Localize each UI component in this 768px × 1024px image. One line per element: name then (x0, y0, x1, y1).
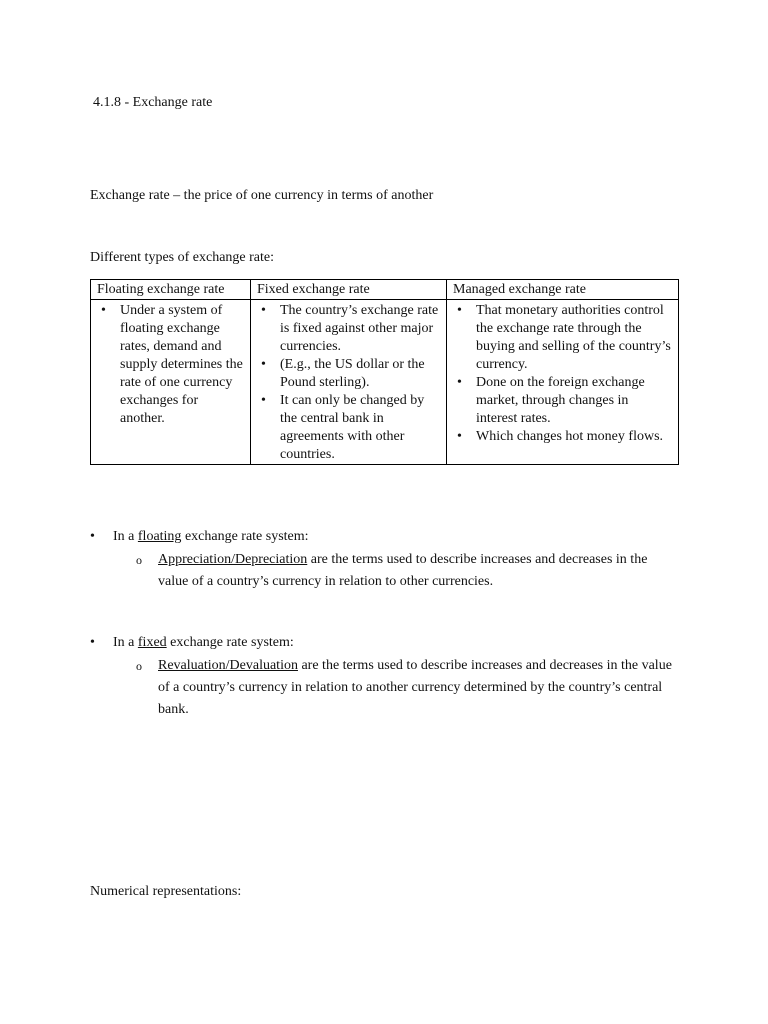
bullet-icon: • (90, 529, 95, 544)
circle-bullet-icon: o (136, 659, 142, 673)
numerical-representations-heading: Numerical representations: (90, 884, 242, 899)
table-row (91, 300, 679, 465)
list-item (257, 392, 440, 464)
bullet-icon: • (101, 303, 106, 318)
sub-point-text: are the terms used to describe increases and decreases in the value of a country’s currency in relation to another currency determined by the country’s central bank. (158, 658, 672, 717)
list-item (90, 549, 678, 593)
types-intro: Different types of exchange rate: (90, 250, 274, 265)
exchange-rate-types-table (90, 279, 679, 465)
cell-fixed (251, 300, 447, 465)
point-suffix: exchange rate system: (166, 635, 294, 650)
floating-system-point (90, 528, 690, 593)
list-item (97, 302, 244, 428)
managed-bullets (453, 302, 672, 446)
sub-point-term: Revaluation/Devaluation (158, 658, 298, 673)
bullet-icon: • (261, 393, 266, 408)
list-item (453, 374, 672, 428)
sub-point-text: are the terms used to describe increases and decreases in the value of a country’s currency in relation to other currencies. (158, 552, 648, 589)
floating-bullets (97, 302, 244, 428)
fixed-bullets (257, 302, 440, 464)
sub-point-term: Appreciation/Depreciation (158, 552, 308, 567)
bullet-icon: • (261, 357, 266, 372)
section-title: 4.1.8 - Exchange rate (93, 95, 213, 110)
list-item (453, 428, 672, 446)
header-fixed: Fixed exchange rate (251, 280, 447, 300)
point-prefix: In a (113, 635, 138, 650)
table-header-row (91, 280, 679, 300)
cell-managed (447, 300, 679, 465)
point-keyword: fixed (137, 635, 167, 650)
exchange-rate-definition: Exchange rate – the price of one currency in terms of another (90, 188, 434, 203)
list-item (90, 528, 690, 546)
bullet-icon: • (457, 303, 462, 318)
list-item-text: The country’s exchange rate is fixed against other major currencies. (280, 303, 439, 354)
list-item (90, 655, 678, 721)
list-item-text: Done on the foreign exchange market, through changes in interest rates. (476, 375, 645, 426)
point-prefix: In a (113, 529, 138, 544)
header-floating: Floating exchange rate (91, 280, 251, 300)
list-item (90, 634, 690, 652)
bullet-icon: • (261, 303, 266, 318)
cell-floating (91, 300, 251, 465)
list-item (453, 302, 672, 374)
fixed-system-point (90, 634, 690, 721)
list-item-text: Under a system of floating exchange rates, demand and supply determines the rate of one currency exchanges for another. (120, 303, 243, 426)
bullet-icon: • (457, 375, 462, 390)
list-item (257, 302, 440, 356)
list-item-text: It can only be changed by the central bank in agreements with other countries. (280, 393, 425, 462)
list-item-text: Which changes hot money flows. (476, 429, 664, 444)
list-item (257, 356, 440, 392)
point-suffix: exchange rate system: (181, 529, 309, 544)
header-managed: Managed exchange rate (447, 280, 679, 300)
list-item-text: (E.g., the US dollar or the Pound sterling). (280, 357, 425, 390)
list-item-text: That monetary authorities control the exchange rate through the buying and selling of the country’s currency. (476, 303, 671, 372)
circle-bullet-icon: o (136, 553, 142, 567)
point-keyword: floating (137, 529, 182, 544)
bullet-icon: • (90, 635, 95, 650)
bullet-icon: • (457, 429, 462, 444)
